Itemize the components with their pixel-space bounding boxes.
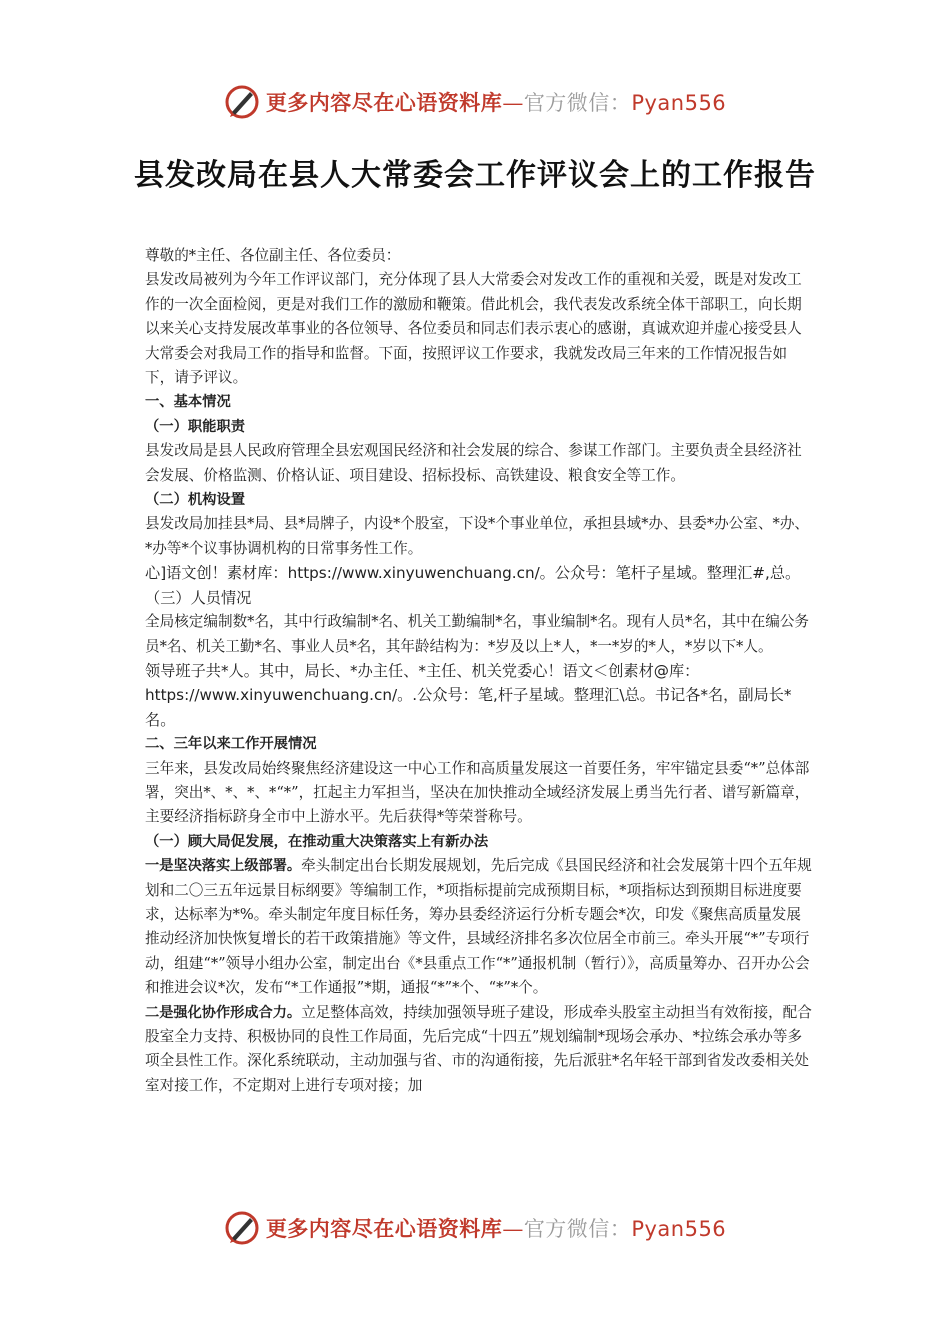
body-paragraph: 三年来，县发改局始终聚焦经济建设这一中心工作和高质量发展这一首要任务，牢牢锚定县委“*”总体部署，突出*、*、*、*“*”，扛起主力军担当，坚决在加快推动全域经济发展上勇当先行者、谱写新篇章，主要经济指标跻身全市中上游水平。先后获得*等荣誉称号。	[145, 759, 810, 826]
body-paragraph: 县发改局被列为今年工作评议部门，充分体现了县人大常委会对发改工作的重视和关爱，既是对发改工作的一次全面检阅，更是对我们工作的激励和鞭策。借此机会，我代表发改系统全体干部职工，向长期以来关心支持发展改革事业的各位领导、各位委员和同志们表示衷心的感谢，真诚欢迎并虚心接受县人大常委会对我局工作的指导和监督。下面，按照评议工作要求，我就发改局三年来的工作情况报告如下，请予评议。	[145, 271, 802, 387]
section-heading: （二）机构设置	[145, 492, 246, 509]
lead-phrase: 二是强化协作形成合力。	[145, 1004, 302, 1021]
body-paragraph	[145, 854, 813, 1000]
header-banner	[0, 82, 950, 122]
body-paragraph	[145, 1001, 813, 1099]
footer-banner	[0, 1208, 950, 1248]
body-paragraph: 全局核定编制数*名，其中行政编制*名、机关工勤编制*名，事业编制*名。现有人员*名，其中在编公务员*名、机关工勤*名、事业人员*名，其年龄结构为：*岁及以上*人，*一*岁的*人，*岁以下*人。	[145, 613, 810, 655]
section-heading: 二、三年以来工作开展情况	[145, 736, 317, 753]
body-paragraph: 心]语文创！素材库：https://www.xinyuwenchuang.cn/。公众号：笔杆子星域。整理汇#,总。（三）人员情况	[145, 564, 801, 607]
banner-text: 更多内容尽在心语资料库—官方微信：Pyan556	[265, 90, 727, 115]
body-paragraph: 尊敬的*主任、各位副主任、各位委员：	[145, 247, 401, 264]
paragraph-text: 立足整体高效，持续加强领导班子建设，形成牵头股室主动担当有效衔接，配合股室全力支持、积极协同的良性工作局面，先后完成“十四五”规划编制*现场会承办、*拉练会承办等多项全县性工作。深化系统联动，主动加强与省、市的沟通衔接，先后派驻*名年轻干部到省发改委相关处室对接工作，不定期对上进行专项对接；加	[145, 1003, 812, 1094]
pen-logo-icon	[224, 84, 260, 120]
banner-text: 更多内容尽在心语资料库—官方微信：Pyan556	[265, 1216, 727, 1241]
section-heading: （一）顾大局促发展，在推动重大决策落实上有新办法	[145, 833, 489, 850]
pen-logo-icon	[224, 1210, 260, 1246]
section-heading: （一）职能职责	[145, 418, 246, 435]
body-paragraph: 领导班子共*人。其中，局长、*办主任、*主任、机关党委心！语文＜创素材@库：https://www.xinyuwenchuang.cn/。.公众号：笔,杆子星域。整理汇\总。书记各*名，副局长*名。	[145, 661, 792, 729]
lead-phrase: 一是坚决落实上级部署。	[145, 858, 302, 875]
document-body	[145, 244, 813, 1098]
document-title: 县发改局在县人大常委会工作评议会上的工作报告	[134, 158, 816, 193]
paragraph-text: 牵头制定出台长期发展规划，先后完成《县国民经济和社会发展第十四个五年规划和二〇三五年远景目标纲要》等编制工作，*项指标提前完成预期目标，*项指标达到预期目标进度要求，达标率为*%。牵头制定年度目标任务，筹办县委经济运行分析专题会*次，印发《聚焦高质量发展推动经济加快恢复增长的若干政策措施》等文件，县域经济排名多次位居全市前三。牵头开展“*”专项行动，组建“*”领导小组办公室，制定出台《*县重点工作“*”通报机制（暂行）》，高质量筹办、召开办公会和推进会议*次，发布“*工作通报”*期，通报“*”*个、“*”*个。	[145, 857, 812, 997]
body-paragraph: 县发改局是县人民政府管理全县宏观国民经济和社会发展的综合、参谋工作部门。主要负责全县经济社会发展、价格监测、价格认证、项目建设、招标投标、高铁建设、粮食安全等工作。	[145, 442, 802, 484]
section-heading: 一、基本情况	[145, 394, 231, 411]
body-paragraph: 县发改局加挂县*局、县*局牌子，内设*个股室，下设*个事业单位，承担县域*办、县委*办公室、*办、*办等*个议事协调机构的日常事务性工作。	[145, 515, 810, 557]
